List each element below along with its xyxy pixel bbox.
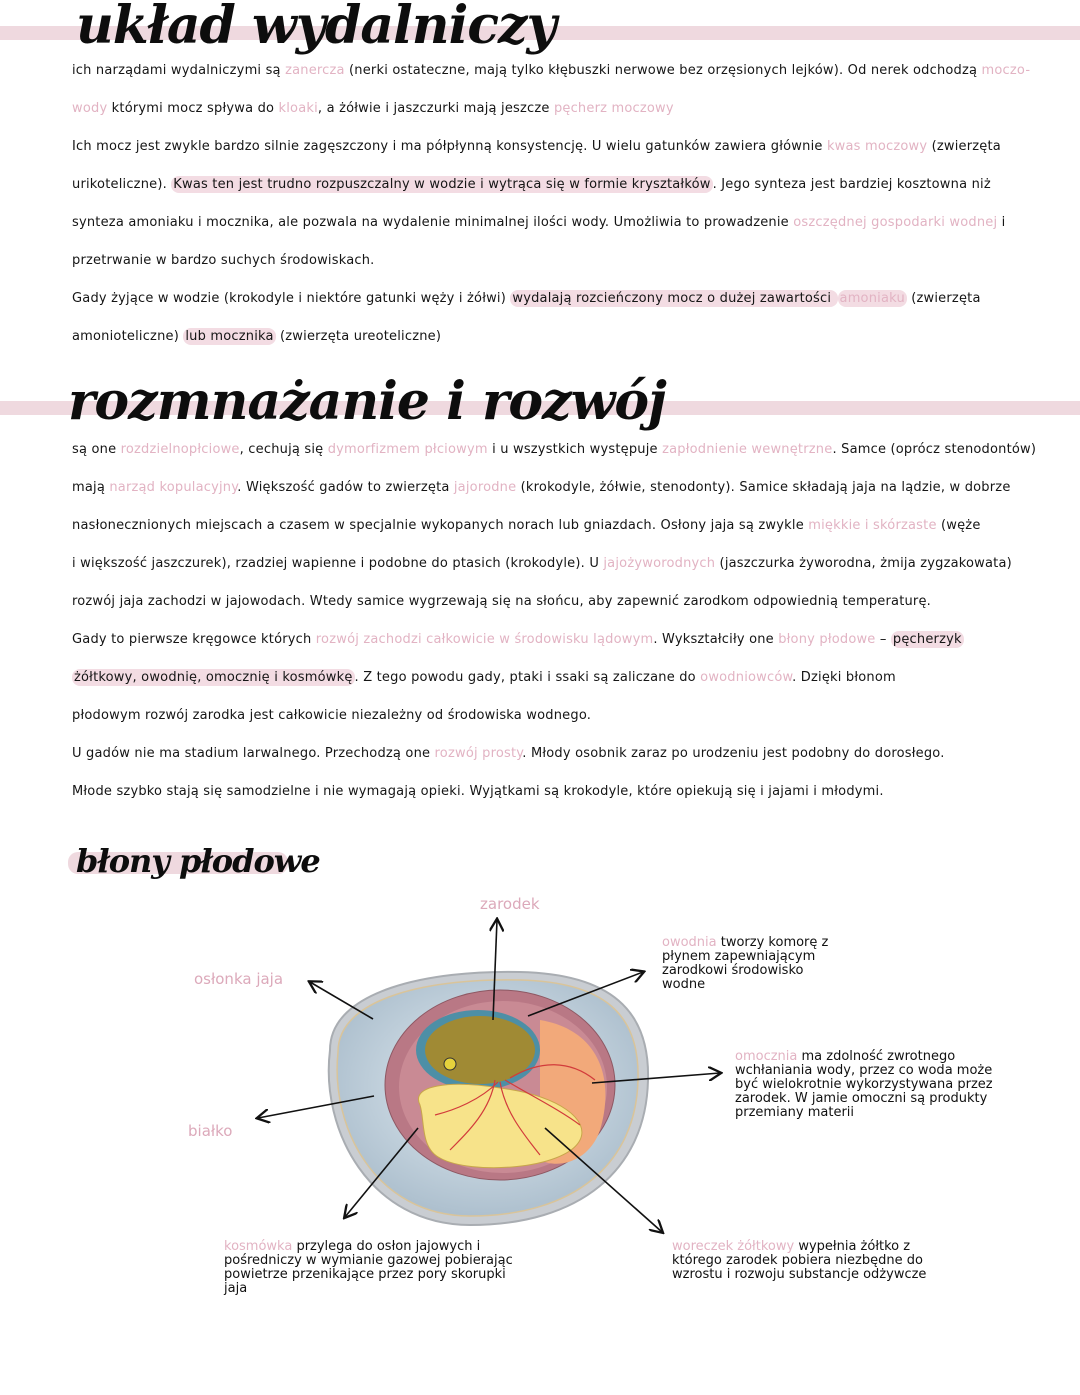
text-segment: –: [875, 632, 891, 647]
key-term: jajorodne: [453, 480, 517, 495]
text-segment: (jaszczurka żyworodna, żmija zygzakowata): [715, 556, 1012, 571]
text-segment: (nerki ostateczne, mają tylko kłębuszki nerwowe bez orzęsionych lejków). Od nerek odchodzą: [344, 63, 982, 78]
section1-paragraph: [72, 52, 1072, 356]
text-segment: . Dzięki błonom: [792, 670, 896, 685]
key-term: miękkie i skórzaste: [808, 518, 937, 533]
text-segment: przetrwanie w bardzo suchych środowiskach.: [72, 253, 375, 268]
term-amnion: owodnia: [662, 935, 717, 950]
section-title-excretory: układ wydalniczy: [76, 0, 556, 56]
text-line: [72, 659, 1072, 697]
text-line: [72, 735, 1072, 773]
text-segment: ich narządami wydalniczymi są: [72, 63, 286, 78]
text-segment: są one: [72, 442, 121, 457]
key-term: wody: [72, 101, 108, 116]
text-segment: i u wszystkich występuje: [487, 442, 663, 457]
text-segment: amonioteliczne): [72, 329, 184, 344]
text-line: [72, 318, 1072, 356]
text-line: [72, 128, 1072, 166]
text-segment: (krokodyle, żółwie, stenodonty). Samice składają jaja na lądzie, w dobrze: [516, 480, 1011, 495]
text-line: [72, 583, 1072, 621]
text-line: [72, 621, 1072, 659]
text-segment: (węże: [936, 518, 981, 533]
key-term: moczo-: [981, 63, 1031, 78]
key-term: owodniowców: [700, 670, 793, 685]
text-segment: (zwierzęta ureoteliczne): [275, 329, 442, 344]
section-title-fetal-membranes: błony płodowe: [76, 842, 320, 880]
note-amnion: [662, 936, 842, 992]
text-segment: . Młody osobnik zaraz po urodzeniu jest podobny do dorosłego.: [522, 746, 945, 761]
text-segment: urikoteliczne).: [72, 177, 172, 192]
text-segment: . Większość gadów to zwierzęta: [237, 480, 454, 495]
key-term: oszczędnej gospodarki wodnej: [793, 215, 998, 230]
key-term: dymorfizmem płciowym: [327, 442, 488, 457]
text-segment: nasłonecznionych miejscach a czasem w specjalnie wykopanych norach lub gniazdach. Osłony jaja są zwykle: [72, 518, 809, 533]
highlighted-text: wydalają rozcieńczony mocz o dużej zawartości: [512, 291, 836, 306]
note-yolk-sac: [672, 1240, 947, 1282]
key-term: błony płodowe: [778, 632, 876, 647]
text-segment: i większość jaszczurek), rzadziej wapienne i podobne do ptasich (krokodyle). U: [72, 556, 604, 571]
text-segment: Gady żyjące w wodzie (krokodyle i niektóre gatunki węży i żółwi): [72, 291, 511, 306]
text-segment: U gadów nie ma stadium larwalnego. Przechodzą one: [72, 746, 435, 761]
text-line: [72, 90, 1072, 128]
text-segment: którymi mocz spływa do: [107, 101, 279, 116]
text-segment: . Jego synteza jest bardziej kosztowna niż: [712, 177, 991, 192]
text-segment: . Samce (oprócz stenodontów): [832, 442, 1037, 457]
key-term: rozdzielnopłciowe: [120, 442, 240, 457]
text-segment: płodowym rozwój zarodka jest całkowicie niezależny od środowiska wodnego.: [72, 708, 592, 723]
key-term: zanercza: [285, 63, 345, 78]
key-term: zapłodnienie wewnętrzne: [662, 442, 833, 457]
note-yolk-sac-text: wypełnia żółtko z którego zarodek pobiera niezbędne do wzrostu i rozwoju substancje odżywcze: [672, 1239, 927, 1282]
key-term: kloaki: [278, 101, 318, 116]
text-segment: (zwierzęta: [906, 291, 981, 306]
text-segment: Gady to pierwsze kręgowce których: [72, 632, 316, 647]
text-line: [72, 773, 1072, 811]
text-segment: i: [997, 215, 1006, 230]
text-line: [72, 52, 1072, 90]
text-line: [72, 545, 1072, 583]
label-albumen: białko: [188, 1122, 233, 1140]
text-line: [72, 469, 1072, 507]
note-chorion-text: przylega do osłon jajowych i pośredniczy w wymianie gazowej pobierając powietrze przenikające przez pory skorupki jaja: [224, 1239, 513, 1296]
text-segment: Młode szybko stają się samodzielne i nie wymagają opieki. Wyjątkami są krokodyle, które opiekują się i jajami i młodymi.: [72, 784, 884, 799]
text-segment: , cechują się: [239, 442, 328, 457]
text-line: [72, 166, 1072, 204]
text-line: [72, 242, 1072, 280]
term-yolk-sac: woreczek żółtkowy: [672, 1239, 795, 1254]
note-amnion-text: tworzy komorę z płynem zapewniającym zarodkowi środowisko wodne: [662, 935, 829, 992]
text-segment: (zwierzęta: [927, 139, 1001, 154]
text-segment: mają: [72, 480, 110, 495]
key-term: rozwój zachodzi całkowicie w środowisku lądowym: [315, 632, 654, 647]
note-allantois: [735, 1050, 1015, 1120]
text-line: [72, 204, 1072, 242]
key-term: pęcherz moczowy: [553, 101, 674, 116]
text-line: [72, 507, 1072, 545]
text-line: [72, 280, 1072, 318]
text-segment: , a żółwie i jaszczurki mają jeszcze: [317, 101, 554, 116]
text-line: [72, 697, 1072, 735]
section2-paragraph: [72, 431, 1072, 811]
label-embryo: zarodek: [480, 895, 540, 913]
key-term: jajożyworodnych: [603, 556, 716, 571]
label-egg-membrane: osłonka jaja: [194, 970, 284, 988]
text-segment: rozwój jaja zachodzi w jajowodach. Wtedy samice wygrzewają się na słońcu, aby zapewnić zarodkom odpowiednią temperaturę.: [72, 594, 932, 609]
text-segment: . Wykształciły one: [653, 632, 779, 647]
key-term: kwas moczowy: [826, 139, 928, 154]
highlighted-text: żółtkowy, owodnię, omocznię i kosmówkę: [74, 670, 353, 685]
highlighted-text: lub mocznika: [185, 329, 274, 344]
section-title-reproduction: rozmnażanie i rozwój: [68, 371, 666, 432]
key-term: narząd kopulacyjny: [109, 480, 238, 495]
key-term: amoniaku: [839, 291, 905, 306]
highlighted-text: Kwas ten jest trudno rozpuszczalny w wodzie i wytrąca się w formie kryształków: [173, 177, 711, 192]
highlighted-text: pęcherzyk: [892, 632, 962, 647]
text-segment: . Z tego powodu gady, ptaki i ssaki są zaliczane do: [354, 670, 701, 685]
note-chorion: [224, 1240, 524, 1296]
note-allantois-text: ma zdolność zwrotnego wchłaniania wody, przez co woda może być wielokrotnie wykorzystywana przez zarodek. W jamie omoczni są produkty przemiany materii: [735, 1049, 993, 1120]
key-term: rozwój prosty: [434, 746, 523, 761]
term-chorion: kosmówka: [224, 1239, 293, 1254]
term-allantois: omocznia: [735, 1049, 798, 1064]
text-segment: synteza amoniaku i mocznika, ale pozwala na wydalenie minimalnej ilości wody. Umożliwia to prowadzenie: [72, 215, 794, 230]
text-line: [72, 431, 1072, 469]
text-segment: Ich mocz jest zwykle bardzo silnie zagęszczony i ma półpłynną konsystencję. U wielu gatunków zawiera głównie: [72, 139, 827, 154]
